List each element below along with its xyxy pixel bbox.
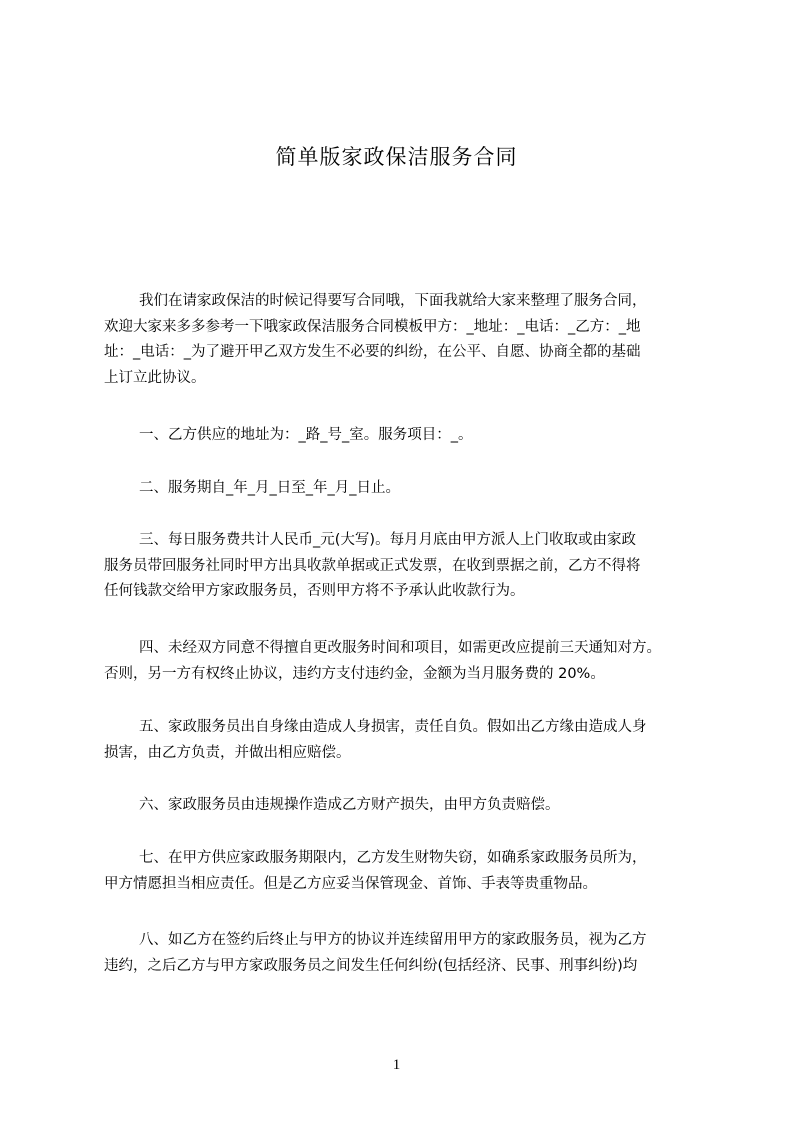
clause-2 — [104, 476, 716, 502]
text-line: 四、未经双方同意不得擅自更改服务时间和项目，如需更改应提前三天通知对方。 — [139, 640, 661, 656]
text-line: 八、如乙方在签约后终止与甲方的协议并连续留用甲方的家政服务员，视为乙方 — [139, 932, 647, 948]
text-line: 任何钱款交给甲方家政服务员，否则甲方将不予承认此收款行为。 — [104, 583, 525, 599]
text-line: 欢迎大家来多多参考一下哦家政保洁服务合同模板甲方：_地址：_电话：_乙方：_地 — [104, 318, 641, 335]
text-line: 我们在请家政保洁的时候记得要写合同哦，下面我就给大家来整理了服务合同， — [139, 293, 647, 309]
clause-4 — [104, 636, 716, 687]
text-line: 七、在甲方供应家政服务期限内，乙方发生财物失窃，如确系家政服务员所为， — [139, 850, 647, 866]
text-line: 服务员带回服务社同时甲方出具收款单据或正式发票，在收到票据之前，乙方不得将 — [104, 557, 641, 574]
text-line: 甲方情愿担当相应责任。但是乙方应妥当保管现金、首饰、手表等贵重物品。 — [104, 875, 597, 892]
clause-8 — [104, 928, 716, 979]
clause-1 — [104, 423, 716, 449]
text-line: 上订立此协议。 — [104, 369, 206, 386]
document-title: 简单版家政保洁服务合同 — [275, 145, 518, 169]
intro-paragraph — [104, 289, 716, 391]
text-line: 损害，由乙方负责，并做出相应赔偿。 — [104, 744, 351, 761]
clause-3 — [104, 528, 716, 605]
clause-5 — [104, 715, 716, 766]
text-line: 一、乙方供应的地址为：_路_号_室。服务项目：_。 — [139, 427, 473, 443]
text-line: 三、每日服务费共计人民币_元(大写)。每月月底由甲方派人上门收取或由家政 — [139, 532, 637, 548]
text-line: 五、家政服务员出自身缘由造成人身损害，责任自负。假如出乙方缘由造成人身 — [139, 719, 647, 735]
text-line: 否则，另一方有权终止协议，违约方支付违约金，金额为当月服务费的 20%。 — [104, 665, 605, 682]
text-line: 二、服务期自_年_月_日至_年_月_日止。 — [139, 480, 400, 496]
clause-6 — [104, 793, 716, 819]
text-line: 址：_电话：_为了避开甲乙双方发生不必要的纠纷，在公平、自愿、协商全都的基础 — [104, 344, 641, 360]
text-line: 违约，之后乙方与甲方家政服务员之间发生任何纠纷(包括经济、民事、刑事纠纷)均 — [104, 957, 638, 974]
clause-7 — [104, 846, 716, 897]
page-number: 1 — [392, 1057, 401, 1073]
text-line: 六、家政服务员由违规操作造成乙方财产损失，由甲方负责赔偿。 — [139, 797, 560, 813]
